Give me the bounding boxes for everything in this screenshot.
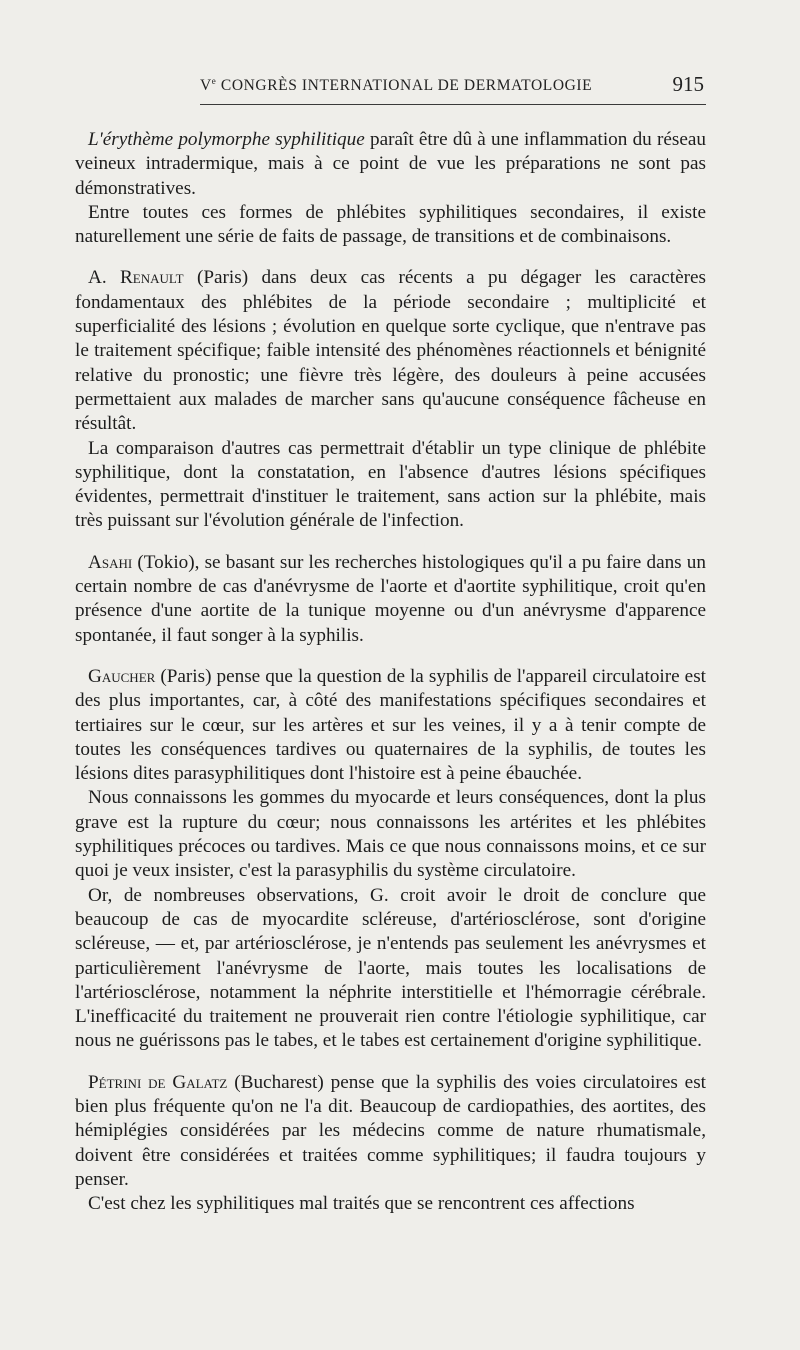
paragraph-gommes bbox=[75, 786, 706, 883]
paragraph-text: paraît être dû à une inflammation du réseau veineux intradermique, mais à ce point de vue les préparations ne sont pas démonstratives. bbox=[75, 129, 707, 199]
paragraph-text: C'est chez les syphilitiques mal traités que se rencontrent ces affections bbox=[88, 1193, 635, 1215]
body-text bbox=[75, 128, 706, 1216]
ordinal-suffix: e bbox=[211, 76, 217, 86]
paragraph-petrini bbox=[75, 1071, 706, 1192]
author-name: A. Renault bbox=[88, 267, 184, 289]
paragraph-affections bbox=[75, 1192, 706, 1216]
paragraph-comparaison bbox=[75, 437, 706, 534]
paragraph-text: La comparaison d'autres cas permettrait d'établir un type clinique de phlébite syphilitique, dont la constatation, en l'absence d'autres lésions spécifiques évidentes, permettrait d'instituer le traitement, sans action sur la phlébite, mais très puissant sur l'évolution générale de l'infection. bbox=[75, 437, 706, 532]
paragraph-observations bbox=[75, 884, 706, 1054]
paragraph-text: (Bucharest) pense que la syphilis des voies circulatoires est bien plus fréquente qu'on ne l'a dit. Beaucoup de cardiopathies, des aortites, des hémiplégies considérées par les médecins comme de nature rhumatismale, doivent être considérées et traitées comme syphilitiques; il faudra toujours y penser. bbox=[75, 1071, 706, 1190]
running-header bbox=[200, 74, 706, 102]
congress-ordinal: V bbox=[200, 77, 212, 95]
page-number: 915 bbox=[672, 72, 704, 96]
paragraph-text: Entre toutes ces formes de phlébites syphilitiques secondaires, il existe naturellement une série de faits de passage, de transitions et de combinaisons. bbox=[75, 201, 706, 248]
congress-title: CONGRÈS INTERNATIONAL DE DERMATOLOGIE bbox=[220, 77, 593, 95]
paragraph-text: (Paris) dans deux cas récents a pu dégager les caractères fondamentaux des phlébites de la période secondaire ; multiplicité et superficialité des lésions ; évolution en quelque sorte cyclique, que n'entrave pas le traitement spécifique; faible intensité des phénomènes réactionnels et bénignité relative du pronostic; une fièvre très légère, des douleurs à peine accusées permettaient aux malades de marcher sans qu'aucune conséquence fâcheuse en résultât. bbox=[75, 267, 706, 435]
paragraph-text: (Paris) pense que la question de la syphilis de l'appareil circulatoire est des plus importantes, car, à côté des manifestations spécifiques secondaires et tertiaires sur le cœur, sur les artères et sur les veines, il y a à tenir compte de toutes les conséquences tardives ou quaternaires de la syphilis, de toutes les lésions dites parasyphilitiques dont l'histoire est à peine ébauchée. bbox=[75, 665, 706, 785]
paragraph-erytheme bbox=[75, 128, 706, 201]
author-name: Pétrini de Galatz bbox=[88, 1071, 228, 1093]
paragraph-text: (Tokio), se basant sur les recherches histologiques qu'il a pu faire dans un certain nombre de cas d'anévrysme de l'aorte et d'aortite syphilitique, croit qu'en présence d'une aortite de la tunique moyenne ou d'un anévrysme d'apparence spontanée, il faut songer à la syphilis. bbox=[75, 551, 706, 646]
paragraph-text: Nous connaissons les gommes du myocarde et leurs conséquences, dont la plus grave est la rupture du cœur; nous connaissons les artérites et les phlébites syphilitiques précoces ou tardives. Mais ce que nous connaissons moins, et ce sur quoi je veux insister, c'est la parasyphilis du système circulatoire. bbox=[75, 787, 706, 882]
paragraph-gaucher bbox=[75, 665, 706, 786]
paragraph-renault bbox=[75, 266, 706, 436]
running-title bbox=[200, 76, 592, 95]
paragraph-asahi bbox=[75, 551, 706, 648]
paragraph-text: Or, de nombreuses observations, G. croit avoir le droit de conclure que beaucoup de cas de myocardite scléreuse, d'artériosclérose, sont d'origine scléreuse, — et, par artériosclérose, je n'entends pas seulement les anévrysmes et particulièrement l'anévrysme de l'aorte, mais toutes les localisations de l'artériosclérose, notamment la néphrite interstitielle et l'hémorragie cérébrale. L'inefficacité du traitement ne prouverait rien contre l'étiologie syphilitique, car nous ne guérissons pas le tabes, et le tabes est certainement d'origine syphilitique. bbox=[75, 884, 706, 1052]
author-name: Gaucher bbox=[88, 665, 156, 687]
emphasis-text: L'érythème polymorphe syphilitique bbox=[88, 129, 365, 150]
header-rule bbox=[200, 104, 706, 105]
paragraph-phlebites bbox=[75, 201, 706, 250]
author-name: Asahi bbox=[88, 551, 133, 573]
